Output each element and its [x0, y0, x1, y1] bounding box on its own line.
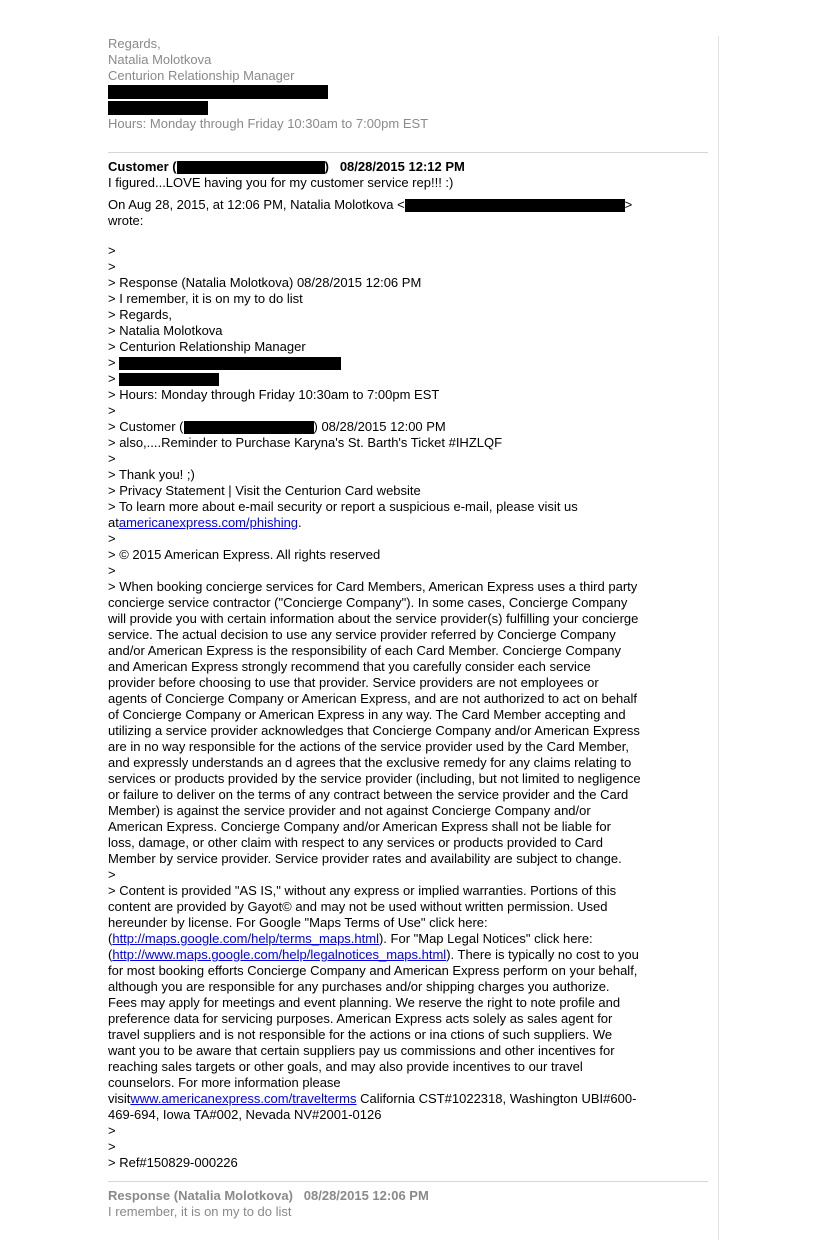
quoted-privacy: > Privacy Statement | Visit the Centurion Card website: [108, 483, 421, 498]
redacted-block: [184, 421, 314, 434]
quoted-regards: > Regards,: [108, 307, 172, 322]
text-line: services or products provided by the service provider (including, but not limited to negligence: [108, 771, 641, 786]
quoted-ref-number: > Ref#150829-000226: [108, 1155, 238, 1170]
text-line: [108, 947, 716, 963]
text-line: counselors. For more information please: [108, 1075, 341, 1090]
signature-name: Natalia Molotkova: [108, 52, 212, 67]
text-line: >: [108, 867, 116, 882]
text-line: will provide you with certain information about the service provider(s) fulfilling your concierge: [108, 611, 639, 626]
redacted-block: [405, 199, 625, 212]
text-line: want you to be aware that certain suppliers pay us commissions and other incentives for: [108, 1043, 615, 1058]
text-line: Member) is against the service provider and not against Concierge Company and/or: [108, 803, 591, 818]
text-line: > Content is provided "AS IS," without any express or implied warranties. Portions of this: [108, 883, 617, 898]
text-line: loss, damage, or other claim with respect to any services or products provided to Card: [108, 835, 603, 850]
text-line: concierge service contractor ("Concierge Company"). In some cases, Concierge Company: [108, 595, 628, 610]
text-line: provider before choosing to use that provider. Service providers are not employees or: [108, 675, 599, 690]
text-line: reaching sales targets or other goals, and may also provide incentives to our travel: [108, 1059, 583, 1074]
quoted-security-notice: > To learn more about e-mail security or report a suspicious e-mail, please visit us: [108, 499, 578, 514]
quote-marker: >: [108, 563, 116, 578]
text-line: 469-694, Iowa TA#002, Nevada NV#2001-0126: [108, 1107, 382, 1122]
quote-marker: >: [108, 451, 116, 466]
quoted-name: > Natalia Molotkova: [108, 323, 223, 338]
text-line: or failure to deliver on the terms of any contract between the service provider and the Card: [108, 787, 629, 802]
redacted-block: [119, 373, 219, 386]
text-line: content are provided by Gayot© and may not be used without written permission. Used: [108, 899, 608, 914]
quote-marker: >: [108, 531, 116, 546]
text-line: Member by service provider. Service provider rates and availability are subject to change.: [108, 851, 622, 866]
text-line: Fees may apply for meetings and event planning. We reserve the right to note profile and: [108, 995, 621, 1010]
text-line: and expressly understands an d agrees that the exclusive remedy for any claims relating to: [108, 755, 632, 770]
text-line: travel suppliers and is not responsible for the actions or ina ctions of such suppliers. We: [108, 1027, 613, 1042]
text-segment: ). There is typically no cost to you: [446, 947, 639, 962]
text-line: preference data for servicing purposes. American Express acts solely as sales agent for: [108, 1011, 613, 1026]
message-body: I figured...LOVE having you for my customer service rep!!! :): [108, 175, 454, 190]
quoted-message: > > > Response (Natalia Molotkova) 08/28/2015 12:06 PM > I remember, it is on my to do list > Regards, > Natalia Molotkova > Centurion Relationship Manager > > > Hours: Monday through Friday 10:30am to 7:00pm EST > > Customer ( ) 08/28/2015 12:00 PM > also,....Reminder to Purchase Karyna's St. Barth's Ticket #IHZLQF > > Thank you! ;) > Privacy Statement | Visit the Centurion Card website > To learn more about e-mail security or report a suspicious e-mail, please visit us atamericanexpress.com/phishing. > > © 2015 American Express. All rights reserved > > When booking concierge services for Card Members, American Express uses a third party concierge service contractor ("Concierge Company"). In some cases, Concierge Company will provide you with certain information about the service provider(s) fulfilling your concierge service. The actual decision to use any service provider referred by Concierge Company and/or American Express is the responsibility of each Card Member. Concierge Company and American Express strongly recommend that you carefully consider each service provider before choosing to use that provider. Service providers are not employees or agents of Concierge Company or American Express, and are not authorized to act on behalf of Concierge Company or American Express in any way. The Card Member accepting and utilizing a service provider acknowledges that Concierge Company and/or American Express are in no way responsible for the actions of the service provider used by the Card Member, and expressly understands an d agrees that the exclusive remedy for any claims relating to services or products provided by the service provider (including, but not limited to negligence or failure to deliver on the terms of any contract between the service provider and the Card Member) is against the service provider and not against Concierge Company and/or American Express. Concierge Company and/or American Express shall not be liable for loss, damage, or other claim with respect to any services or products provided to Card Member by service provider. Service provider rates and availability are subject to change. > > Content is provided "AS IS," without any express or implied warranties. Portions of this content are provided by Gayot© and may not be used without written permission. Used hereunder by license. For Google "Maps Terms of Use" click here: (http://maps.google.com/help/terms_maps.html). For "Map Legal Notices" click here: (http://www.maps.google.com/help/legalnotices_maps.html). There is typically no cost to you for most booking efforts Concierge Company and American Express perform on your behalf, although you are responsible for any purchases and/or shipping charges you authorize. Fees may apply for meetings and event planning. We reserve the right to note profile and preference data for servicing purposes. American Express acts solely as sales agent for travel suppliers and is not responsible for the actions or ina ctions of such suppliers. We want you to be aware that certain suppliers pay us commissions and other incentives for reaching sales targets or other goals, and may also provide incentives to our travel counselors. For more information please visitwww.americanexpress.com/travelterms California CST#1022318, Washington UBI#600- 469-694, Iowa TA#002, Nevada NV#2001-0126 > > > Ref#150829-000226: [108, 243, 716, 1171]
text-line: American Express. Concierge Company and/or American Express shall not be liable for: [108, 819, 611, 834]
signature-block: [108, 36, 716, 132]
quoted-response-body: > I remember, it is on my to do list: [108, 291, 303, 306]
text-line: > When booking concierge services for Card Members, American Express uses a third party: [108, 579, 638, 594]
concierge-disclaimer: [108, 579, 716, 883]
text-line: hereunder by license. For Google "Maps Terms of Use" click here:: [108, 915, 488, 930]
quoted-title: > Centurion Relationship Manager: [108, 339, 306, 354]
quoted-response-header: > Response (Natalia Molotkova) 08/28/2015 12:06 PM: [108, 275, 422, 290]
signature-title: Centurion Relationship Manager: [108, 68, 295, 83]
quoted-thanks: > Thank you! ;): [108, 467, 195, 482]
message-header: Customer ( ) 08/28/2015 12:12 PM: [108, 159, 465, 174]
text-line: and American Express strongly recommend that you carefully consider each service: [108, 659, 591, 674]
message-response: [108, 1188, 716, 1220]
redacted-block: [119, 357, 341, 370]
redacted-block: [177, 161, 325, 174]
content-disclaimer: [108, 883, 716, 1155]
text-line: agents of Concierge Company or American Express, and are not authorized to act on behalf: [108, 691, 637, 706]
redacted-block: [108, 85, 328, 99]
redacted-block: [108, 101, 208, 115]
link[interactable]: http://www.maps.google.com/help/legalnotices_maps.html: [112, 947, 447, 962]
quote-marker: >: [108, 403, 116, 418]
text-line: >: [108, 1123, 116, 1138]
quote-marker: >: [108, 243, 116, 258]
text-line: and/or American Express is the responsibility of each Card Member. Concierge Company: [108, 643, 622, 658]
quote-intro-wrote: wrote:: [108, 213, 144, 228]
message-timestamp: 08/28/2015 12:12 PM: [339, 159, 465, 174]
link[interactable]: http://maps.google.com/help/terms_maps.html: [112, 931, 379, 946]
email-thread: [108, 0, 716, 1240]
text-line: utilizing a service provider acknowledges that Concierge Company and/or American Express: [108, 723, 640, 738]
text-line: service. The actual decision to use any service provider referred by Concierge Company: [108, 627, 616, 642]
phishing-link[interactable]: americanexpress.com/phishing: [118, 515, 299, 530]
signature-regards: Regards,: [108, 36, 161, 51]
text-segment: (: [108, 947, 113, 962]
signature-hours: Hours: Monday through Friday 10:30am to 7:00pm EST: [108, 116, 429, 131]
text-line: >: [108, 1139, 116, 1154]
quoted-customer-header: > Customer ( ) 08/28/2015 12:00 PM: [108, 419, 446, 434]
text-line: are in no way responsible for the actions of the service provider used by the Card Member,: [108, 739, 629, 754]
text-line: [108, 931, 716, 947]
response-header: Response (Natalia Molotkova) 08/28/2015 12:06 PM: [108, 1188, 429, 1203]
quoted-reminder: > also,....Reminder to Purchase Karyna's St. Barth's Ticket #IHZLQF: [108, 435, 503, 450]
page-border: [718, 36, 719, 1240]
link[interactable]: www.americanexpress.com/travelterms: [130, 1091, 357, 1106]
text-segment: visit: [108, 1091, 131, 1106]
quoted-hours: > Hours: Monday through Friday 10:30am to 7:00pm EST: [108, 387, 440, 402]
response-body: I remember, it is on my to do list: [108, 1204, 292, 1219]
text-segment: ). For "Map Legal Notices" click here:: [378, 931, 593, 946]
text-line: although you are responsible for any purchases and/or shipping charges you authorize.: [108, 979, 610, 994]
text-segment: California CST#1022318, Washington UBI#600-: [356, 1091, 637, 1106]
quoted-copyright: > © 2015 American Express. All rights reserved: [108, 547, 381, 562]
message-customer: [108, 159, 716, 1171]
text-segment: (: [108, 931, 113, 946]
text-line: for most booking efforts Concierge Company and American Express perform on your behalf,: [108, 963, 638, 978]
quote-intro: On Aug 28, 2015, at 12:06 PM, Natalia Molotkova < >: [108, 197, 633, 212]
quote-marker: >: [108, 259, 116, 274]
text-line: of Concierge Company or American Express in any way. The Card Member accepting and: [108, 707, 626, 722]
text-line: [108, 1091, 716, 1107]
